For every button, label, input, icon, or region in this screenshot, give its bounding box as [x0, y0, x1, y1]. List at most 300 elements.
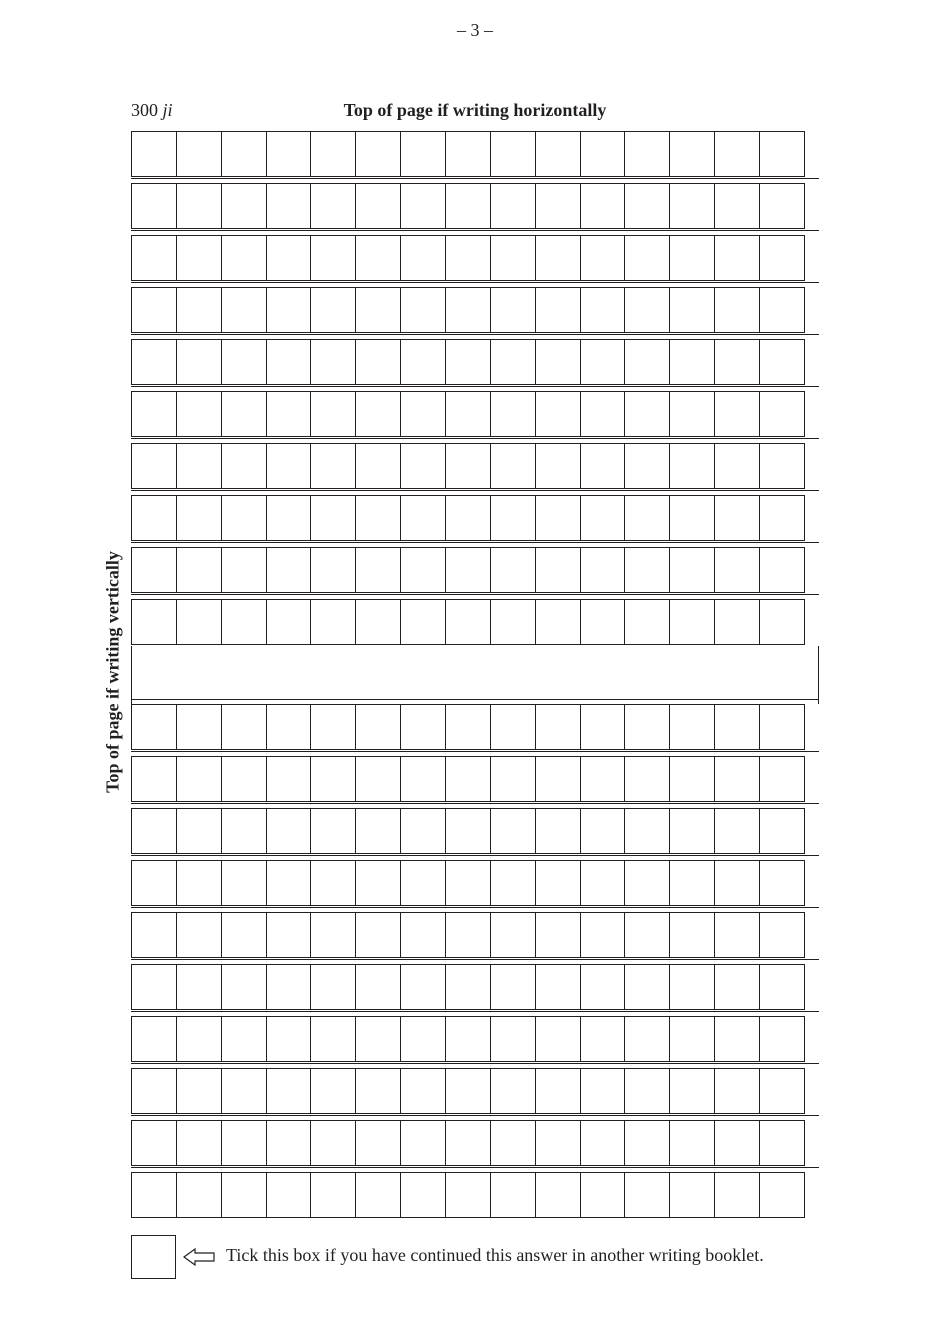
grid-cell[interactable]	[624, 599, 670, 645]
grid-cell[interactable]	[580, 1120, 626, 1166]
grid-cell[interactable]	[221, 339, 267, 385]
grid-cell[interactable]	[176, 131, 222, 177]
grid-cell[interactable]	[221, 860, 267, 906]
grid-cell[interactable]	[445, 808, 491, 854]
grid-cell[interactable]	[445, 339, 491, 385]
grid-cell[interactable]	[221, 1016, 267, 1062]
grid-cell[interactable]	[266, 547, 312, 593]
grid-cell[interactable]	[445, 1016, 491, 1062]
grid-cell[interactable]	[759, 704, 805, 750]
grid-cell[interactable]	[490, 1172, 536, 1218]
grid-cell[interactable]	[400, 495, 446, 541]
grid-cell[interactable]	[624, 287, 670, 333]
grid-cell[interactable]	[759, 1120, 805, 1166]
grid-cell[interactable]	[580, 1172, 626, 1218]
grid-cell[interactable]	[355, 1068, 401, 1114]
grid-cell[interactable]	[714, 1068, 760, 1114]
grid-cell[interactable]	[266, 599, 312, 645]
grid-cell[interactable]	[310, 756, 356, 802]
grid-cell[interactable]	[714, 1016, 760, 1062]
grid-cell[interactable]	[400, 704, 446, 750]
grid-cell[interactable]	[400, 443, 446, 489]
grid-cell[interactable]	[490, 756, 536, 802]
grid-cell[interactable]	[714, 756, 760, 802]
grid-cell[interactable]	[624, 391, 670, 437]
grid-cell[interactable]	[131, 1068, 177, 1114]
grid-cell[interactable]	[400, 756, 446, 802]
grid-cell[interactable]	[176, 1016, 222, 1062]
grid-cell[interactable]	[759, 391, 805, 437]
grid-cell[interactable]	[490, 235, 536, 281]
grid-cell[interactable]	[669, 235, 715, 281]
grid-cell[interactable]	[669, 287, 715, 333]
grid-cell[interactable]	[714, 235, 760, 281]
grid-cell[interactable]	[221, 704, 267, 750]
grid-cell[interactable]	[400, 339, 446, 385]
grid-cell[interactable]	[266, 808, 312, 854]
grid-cell[interactable]	[221, 599, 267, 645]
grid-cell[interactable]	[669, 1016, 715, 1062]
grid-cell[interactable]	[310, 808, 356, 854]
grid-cell[interactable]	[176, 860, 222, 906]
grid-cell[interactable]	[131, 808, 177, 854]
grid-cell[interactable]	[714, 495, 760, 541]
grid-cell[interactable]	[624, 704, 670, 750]
grid-cell[interactable]	[355, 235, 401, 281]
grid-cell[interactable]	[490, 443, 536, 489]
grid-cell[interactable]	[490, 1068, 536, 1114]
grid-cell[interactable]	[266, 704, 312, 750]
grid-cell[interactable]	[355, 339, 401, 385]
grid-cell[interactable]	[400, 235, 446, 281]
grid-cell[interactable]	[221, 235, 267, 281]
grid-cell[interactable]	[400, 1016, 446, 1062]
grid-cell[interactable]	[580, 131, 626, 177]
grid-cell[interactable]	[669, 860, 715, 906]
grid-cell[interactable]	[669, 339, 715, 385]
grid-cell[interactable]	[445, 391, 491, 437]
grid-cell[interactable]	[176, 443, 222, 489]
grid-cell[interactable]	[624, 808, 670, 854]
grid-cell[interactable]	[355, 547, 401, 593]
grid-cell[interactable]	[714, 183, 760, 229]
grid-cell[interactable]	[535, 287, 581, 333]
grid-cell[interactable]	[445, 131, 491, 177]
grid-cell[interactable]	[131, 912, 177, 958]
grid-cell[interactable]	[266, 131, 312, 177]
grid-cell[interactable]	[266, 443, 312, 489]
grid-cell[interactable]	[624, 339, 670, 385]
grid-cell[interactable]	[176, 1068, 222, 1114]
grid-cell[interactable]	[445, 756, 491, 802]
grid-cell[interactable]	[669, 599, 715, 645]
grid-cell[interactable]	[714, 808, 760, 854]
grid-cell[interactable]	[266, 1016, 312, 1062]
grid-cell[interactable]	[221, 808, 267, 854]
grid-cell[interactable]	[400, 1172, 446, 1218]
grid-cell[interactable]	[624, 860, 670, 906]
grid-cell[interactable]	[131, 391, 177, 437]
grid-cell[interactable]	[669, 704, 715, 750]
grid-cell[interactable]	[355, 287, 401, 333]
grid-cell[interactable]	[266, 391, 312, 437]
grid-cell[interactable]	[400, 599, 446, 645]
grid-cell[interactable]	[176, 964, 222, 1010]
grid-cell[interactable]	[131, 1016, 177, 1062]
grid-cell[interactable]	[714, 391, 760, 437]
grid-cell[interactable]	[580, 287, 626, 333]
grid-cell[interactable]	[445, 860, 491, 906]
grid-cell[interactable]	[535, 1068, 581, 1114]
grid-cell[interactable]	[355, 443, 401, 489]
grid-cell[interactable]	[669, 183, 715, 229]
grid-cell[interactable]	[669, 391, 715, 437]
grid-cell[interactable]	[400, 808, 446, 854]
grid-cell[interactable]	[535, 183, 581, 229]
grid-cell[interactable]	[535, 599, 581, 645]
grid-cell[interactable]	[131, 339, 177, 385]
grid-cell[interactable]	[310, 860, 356, 906]
grid-cell[interactable]	[624, 1016, 670, 1062]
grid-cell[interactable]	[445, 495, 491, 541]
grid-cell[interactable]	[221, 964, 267, 1010]
grid-cell[interactable]	[355, 1120, 401, 1166]
grid-cell[interactable]	[176, 339, 222, 385]
grid-cell[interactable]	[624, 443, 670, 489]
grid-cell[interactable]	[490, 391, 536, 437]
grid-cell[interactable]	[669, 912, 715, 958]
grid-cell[interactable]	[759, 287, 805, 333]
grid-cell[interactable]	[445, 1068, 491, 1114]
grid-cell[interactable]	[445, 547, 491, 593]
grid-cell[interactable]	[355, 183, 401, 229]
grid-cell[interactable]	[221, 1068, 267, 1114]
grid-cell[interactable]	[580, 808, 626, 854]
grid-cell[interactable]	[624, 912, 670, 958]
grid-cell[interactable]	[759, 599, 805, 645]
grid-cell[interactable]	[445, 235, 491, 281]
grid-cell[interactable]	[176, 704, 222, 750]
grid-cell[interactable]	[580, 495, 626, 541]
grid-cell[interactable]	[266, 287, 312, 333]
grid-cell[interactable]	[176, 547, 222, 593]
grid-cell[interactable]	[580, 704, 626, 750]
grid-cell[interactable]	[310, 704, 356, 750]
grid-cell[interactable]	[400, 287, 446, 333]
grid-cell[interactable]	[445, 599, 491, 645]
grid-cell[interactable]	[535, 1120, 581, 1166]
grid-cell[interactable]	[400, 964, 446, 1010]
grid-cell[interactable]	[445, 287, 491, 333]
grid-cell[interactable]	[131, 964, 177, 1010]
grid-cell[interactable]	[445, 964, 491, 1010]
grid-cell[interactable]	[400, 912, 446, 958]
grid-cell[interactable]	[131, 131, 177, 177]
grid-cell[interactable]	[490, 287, 536, 333]
grid-cell[interactable]	[221, 495, 267, 541]
grid-cell[interactable]	[624, 131, 670, 177]
grid-cell[interactable]	[355, 704, 401, 750]
grid-cell[interactable]	[266, 339, 312, 385]
grid-cell[interactable]	[176, 808, 222, 854]
grid-cell[interactable]	[221, 443, 267, 489]
grid-cell[interactable]	[176, 495, 222, 541]
grid-cell[interactable]	[714, 443, 760, 489]
grid-cell[interactable]	[310, 443, 356, 489]
grid-cell[interactable]	[131, 1172, 177, 1218]
grid-cell[interactable]	[759, 339, 805, 385]
grid-cell[interactable]	[490, 704, 536, 750]
grid-cell[interactable]	[176, 912, 222, 958]
grid-cell[interactable]	[624, 1120, 670, 1166]
grid-cell[interactable]	[310, 339, 356, 385]
grid-cell[interactable]	[445, 1172, 491, 1218]
grid-cell[interactable]	[445, 443, 491, 489]
grid-cell[interactable]	[580, 443, 626, 489]
grid-cell[interactable]	[400, 547, 446, 593]
grid-cell[interactable]	[490, 131, 536, 177]
grid-cell[interactable]	[669, 547, 715, 593]
grid-cell[interactable]	[580, 547, 626, 593]
grid-cell[interactable]	[266, 860, 312, 906]
grid-cell[interactable]	[580, 235, 626, 281]
grid-cell[interactable]	[535, 808, 581, 854]
grid-cell[interactable]	[310, 1016, 356, 1062]
grid-cell[interactable]	[624, 1172, 670, 1218]
grid-cell[interactable]	[355, 808, 401, 854]
grid-cell[interactable]	[759, 235, 805, 281]
grid-cell[interactable]	[310, 391, 356, 437]
grid-cell[interactable]	[669, 1068, 715, 1114]
grid-cell[interactable]	[176, 391, 222, 437]
grid-cell[interactable]	[310, 1172, 356, 1218]
grid-cell[interactable]	[759, 912, 805, 958]
grid-cell[interactable]	[535, 131, 581, 177]
grid-cell[interactable]	[759, 756, 805, 802]
grid-cell[interactable]	[535, 235, 581, 281]
grid-cell[interactable]	[535, 443, 581, 489]
grid-cell[interactable]	[490, 1120, 536, 1166]
continuation-tick-box[interactable]	[131, 1235, 176, 1279]
grid-cell[interactable]	[669, 808, 715, 854]
grid-cell[interactable]	[714, 339, 760, 385]
grid-cell[interactable]	[400, 131, 446, 177]
grid-cell[interactable]	[580, 599, 626, 645]
grid-cell[interactable]	[176, 235, 222, 281]
grid-cell[interactable]	[580, 756, 626, 802]
grid-cell[interactable]	[355, 964, 401, 1010]
grid-cell[interactable]	[490, 599, 536, 645]
grid-cell[interactable]	[669, 756, 715, 802]
grid-cell[interactable]	[759, 131, 805, 177]
grid-cell[interactable]	[355, 391, 401, 437]
grid-cell[interactable]	[355, 860, 401, 906]
grid-cell[interactable]	[400, 860, 446, 906]
grid-cell[interactable]	[221, 547, 267, 593]
grid-cell[interactable]	[266, 183, 312, 229]
grid-cell[interactable]	[759, 1172, 805, 1218]
grid-cell[interactable]	[310, 912, 356, 958]
grid-cell[interactable]	[535, 495, 581, 541]
grid-cell[interactable]	[176, 756, 222, 802]
grid-cell[interactable]	[221, 756, 267, 802]
grid-cell[interactable]	[445, 704, 491, 750]
grid-cell[interactable]	[759, 860, 805, 906]
grid-cell[interactable]	[490, 964, 536, 1010]
grid-cell[interactable]	[714, 547, 760, 593]
grid-cell[interactable]	[714, 1172, 760, 1218]
grid-cell[interactable]	[490, 339, 536, 385]
grid-cell[interactable]	[176, 287, 222, 333]
grid-cell[interactable]	[535, 912, 581, 958]
grid-cell[interactable]	[714, 287, 760, 333]
grid-cell[interactable]	[221, 912, 267, 958]
grid-cell[interactable]	[310, 1068, 356, 1114]
grid-cell[interactable]	[266, 912, 312, 958]
grid-cell[interactable]	[490, 495, 536, 541]
grid-cell[interactable]	[624, 495, 670, 541]
grid-cell[interactable]	[355, 599, 401, 645]
grid-cell[interactable]	[759, 183, 805, 229]
grid-cell[interactable]	[759, 547, 805, 593]
grid-cell[interactable]	[131, 287, 177, 333]
grid-cell[interactable]	[131, 235, 177, 281]
grid-cell[interactable]	[669, 1120, 715, 1166]
grid-cell[interactable]	[490, 183, 536, 229]
grid-cell[interactable]	[580, 183, 626, 229]
grid-cell[interactable]	[669, 443, 715, 489]
grid-cell[interactable]	[759, 1068, 805, 1114]
grid-cell[interactable]	[221, 391, 267, 437]
grid-cell[interactable]	[400, 391, 446, 437]
grid-cell[interactable]	[221, 287, 267, 333]
grid-cell[interactable]	[176, 1172, 222, 1218]
grid-cell[interactable]	[355, 1016, 401, 1062]
grid-cell[interactable]	[221, 1120, 267, 1166]
grid-cell[interactable]	[266, 964, 312, 1010]
grid-cell[interactable]	[490, 860, 536, 906]
grid-cell[interactable]	[535, 756, 581, 802]
grid-cell[interactable]	[131, 704, 177, 750]
grid-cell[interactable]	[445, 912, 491, 958]
grid-cell[interactable]	[580, 860, 626, 906]
grid-cell[interactable]	[131, 1120, 177, 1166]
grid-cell[interactable]	[714, 912, 760, 958]
grid-cell[interactable]	[490, 808, 536, 854]
grid-cell[interactable]	[580, 1068, 626, 1114]
grid-cell[interactable]	[490, 547, 536, 593]
grid-cell[interactable]	[714, 704, 760, 750]
grid-cell[interactable]	[310, 495, 356, 541]
grid-cell[interactable]	[669, 1172, 715, 1218]
grid-cell[interactable]	[310, 287, 356, 333]
grid-cell[interactable]	[535, 964, 581, 1010]
grid-cell[interactable]	[445, 183, 491, 229]
grid-cell[interactable]	[310, 964, 356, 1010]
grid-cell[interactable]	[624, 547, 670, 593]
grid-cell[interactable]	[131, 756, 177, 802]
grid-cell[interactable]	[624, 756, 670, 802]
grid-cell[interactable]	[759, 1016, 805, 1062]
grid-cell[interactable]	[759, 808, 805, 854]
grid-cell[interactable]	[266, 1172, 312, 1218]
grid-cell[interactable]	[624, 183, 670, 229]
grid-cell[interactable]	[580, 964, 626, 1010]
grid-cell[interactable]	[535, 704, 581, 750]
grid-cell[interactable]	[310, 1120, 356, 1166]
grid-cell[interactable]	[355, 131, 401, 177]
grid-cell[interactable]	[445, 1120, 491, 1166]
grid-cell[interactable]	[580, 912, 626, 958]
grid-cell[interactable]	[535, 339, 581, 385]
grid-cell[interactable]	[759, 495, 805, 541]
grid-cell[interactable]	[131, 599, 177, 645]
grid-cell[interactable]	[355, 912, 401, 958]
grid-cell[interactable]	[624, 235, 670, 281]
grid-cell[interactable]	[714, 860, 760, 906]
grid-cell[interactable]	[759, 964, 805, 1010]
grid-cell[interactable]	[131, 183, 177, 229]
grid-cell[interactable]	[221, 1172, 267, 1218]
grid-cell[interactable]	[580, 1016, 626, 1062]
grid-cell[interactable]	[310, 599, 356, 645]
grid-cell[interactable]	[131, 860, 177, 906]
grid-cell[interactable]	[266, 1120, 312, 1166]
grid-cell[interactable]	[714, 599, 760, 645]
grid-cell[interactable]	[176, 183, 222, 229]
grid-cell[interactable]	[535, 391, 581, 437]
grid-cell[interactable]	[131, 443, 177, 489]
grid-cell[interactable]	[714, 131, 760, 177]
grid-cell[interactable]	[221, 131, 267, 177]
grid-cell[interactable]	[131, 495, 177, 541]
grid-cell[interactable]	[131, 547, 177, 593]
grid-cell[interactable]	[355, 756, 401, 802]
grid-cell[interactable]	[310, 183, 356, 229]
grid-cell[interactable]	[535, 547, 581, 593]
grid-cell[interactable]	[400, 1120, 446, 1166]
grid-cell[interactable]	[176, 599, 222, 645]
grid-cell[interactable]	[355, 1172, 401, 1218]
grid-cell[interactable]	[266, 1068, 312, 1114]
grid-cell[interactable]	[266, 495, 312, 541]
grid-cell[interactable]	[490, 912, 536, 958]
grid-cell[interactable]	[310, 131, 356, 177]
grid-cell[interactable]	[310, 547, 356, 593]
grid-cell[interactable]	[759, 443, 805, 489]
grid-cell[interactable]	[535, 860, 581, 906]
grid-cell[interactable]	[669, 131, 715, 177]
grid-cell[interactable]	[624, 1068, 670, 1114]
grid-cell[interactable]	[580, 391, 626, 437]
grid-cell[interactable]	[714, 964, 760, 1010]
grid-cell[interactable]	[490, 1016, 536, 1062]
grid-cell[interactable]	[221, 183, 267, 229]
grid-cell[interactable]	[266, 235, 312, 281]
grid-cell[interactable]	[580, 339, 626, 385]
grid-cell[interactable]	[266, 756, 312, 802]
grid-cell[interactable]	[535, 1172, 581, 1218]
grid-cell[interactable]	[400, 1068, 446, 1114]
grid-cell[interactable]	[400, 183, 446, 229]
grid-cell[interactable]	[714, 1120, 760, 1166]
grid-cell[interactable]	[176, 1120, 222, 1166]
grid-cell[interactable]	[669, 964, 715, 1010]
grid-cell[interactable]	[669, 495, 715, 541]
grid-cell[interactable]	[310, 235, 356, 281]
grid-cell[interactable]	[624, 964, 670, 1010]
grid-cell[interactable]	[355, 495, 401, 541]
